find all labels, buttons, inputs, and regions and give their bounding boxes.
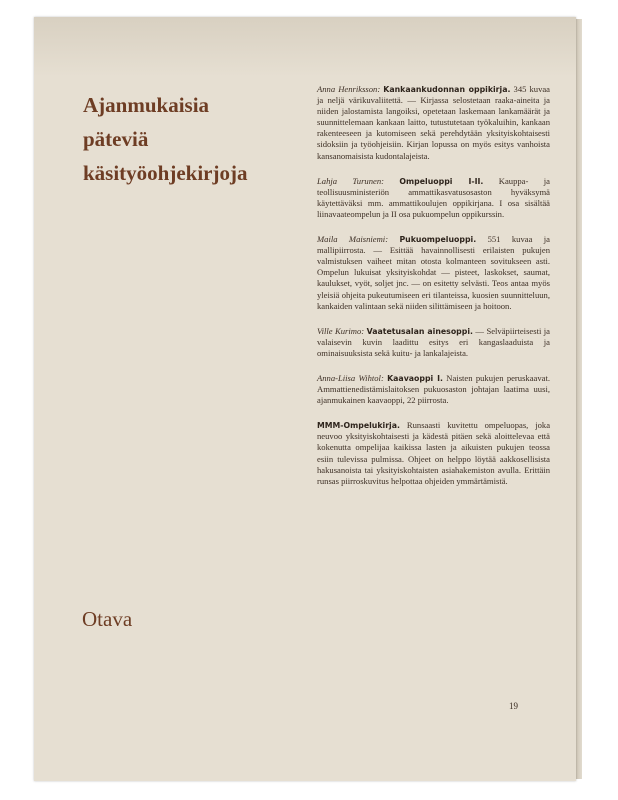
book-entry — [317, 84, 550, 162]
heading-line-2: päteviä — [83, 127, 149, 151]
book-author: Lahja Turunen: — [317, 175, 384, 186]
book-description: Runsaasti kuvitettu ompeluopas, joka neuvoo yksityiskohtaisesti ja kädestä pitäen sekä aloittelevaa että kokenutta ompelijaa kaikissa lasten ja aikuisten pukujen teossa esiin tulevissa pulmissa. Ohjeet on helppo löytää aakkosellisista hakusanoista tai yksityiskohtaisten asiahakemiston avulla. Erittäin runsas piirroskuvitus helpottaa ohjeiden ymmärtämistä. — [317, 420, 551, 486]
book-entry — [317, 420, 550, 487]
book-title: Ompeluoppi I-II. — [399, 176, 484, 186]
book-title: Vaatetusalan ainesoppi. — [366, 326, 473, 336]
book-entry — [317, 373, 550, 406]
book-title: Kaavaoppi I. — [387, 373, 443, 383]
heading-line-3: käsityöohjekirjoja — [83, 161, 248, 185]
book-description: Naisten pukujen peruskaavat. Ammattienedistämislaitoksen pukuosaston johtajan laatima uusi, ajanmukainen kaavaoppi, 22 piirrosta. — [317, 372, 551, 406]
book-description: — Selväpiirteisesti ja valaisevin kuvin laadittu esitys eri kangaslaaduista ja ominaisuuksista sekä kuitu- ja lankalajeista. — [317, 325, 550, 358]
book-title: MMM-Ompelukirja. — [317, 421, 400, 431]
page-heading — [83, 88, 293, 190]
book-author: Anna Henriksson: — [317, 84, 381, 94]
publisher-name: Otava — [82, 607, 133, 631]
book-title: Pukuompeluoppi. — [399, 235, 477, 245]
book-entry — [317, 234, 550, 312]
book-description: 345 kuvaa ja neljä värikuvaliitettä. — Kirjassa selostetaan raaka-aineita ja niiden jalostamista langoiksi, opetetaan laskemaan lankamäärät ja suunnittelemaan kankaan laitto, tutustutetaan työkaluihin, kankaan rakenteeseen ja kutomiseen sekä perehdytään yksityiskohtaisesti sidoksiin ja työohjeisiin. Kirjan lopussa on myös esitys vanhoista kansanomaisista kudontalajeista. — [317, 84, 550, 161]
book-description: 551 kuvaa ja mallipiirrosta. — Esittää havainnollisesti erilaisten pukujen valmistuksen vaiheet mitan otosta kolmanteen sovitukseen asti. Ompelun lukuisat yksityiskohdat — pisteet, laskokset, saumat, kaulukset, vyöt, soljet jnc. — on esitetty selvästi. Teos antaa myös yleisiä ohjeita pukeutumiseen eri tilanteissa, kuosien suunnitteluun, kankaiden valintaan sekä niiden silittämiseen ja hoitoon. — [317, 234, 550, 311]
book-list — [317, 84, 550, 501]
book-author: Maila Maisniemi: — [317, 234, 389, 245]
book-entry — [317, 326, 550, 359]
page-number: 19 — [509, 701, 518, 711]
book-title: Kankaankudonnan oppikirja. — [383, 85, 511, 94]
book-entry — [317, 176, 550, 220]
heading-line-1: Ajanmukaisia — [83, 93, 210, 117]
book-description: Kauppa- ja teollisuusministeriön ammattikasvatusosaston hyväksymä käytettäväksi mm. ammattikoulujen oppikirjana. I osa sisältää liinavaateompelun ja II osa pukuompelun oppikurssin. — [317, 175, 550, 219]
page-edge — [576, 19, 582, 779]
book-author: Anna-Liisa Wihtol: — [317, 372, 384, 383]
book-author: Ville Kurimo: — [317, 325, 365, 336]
